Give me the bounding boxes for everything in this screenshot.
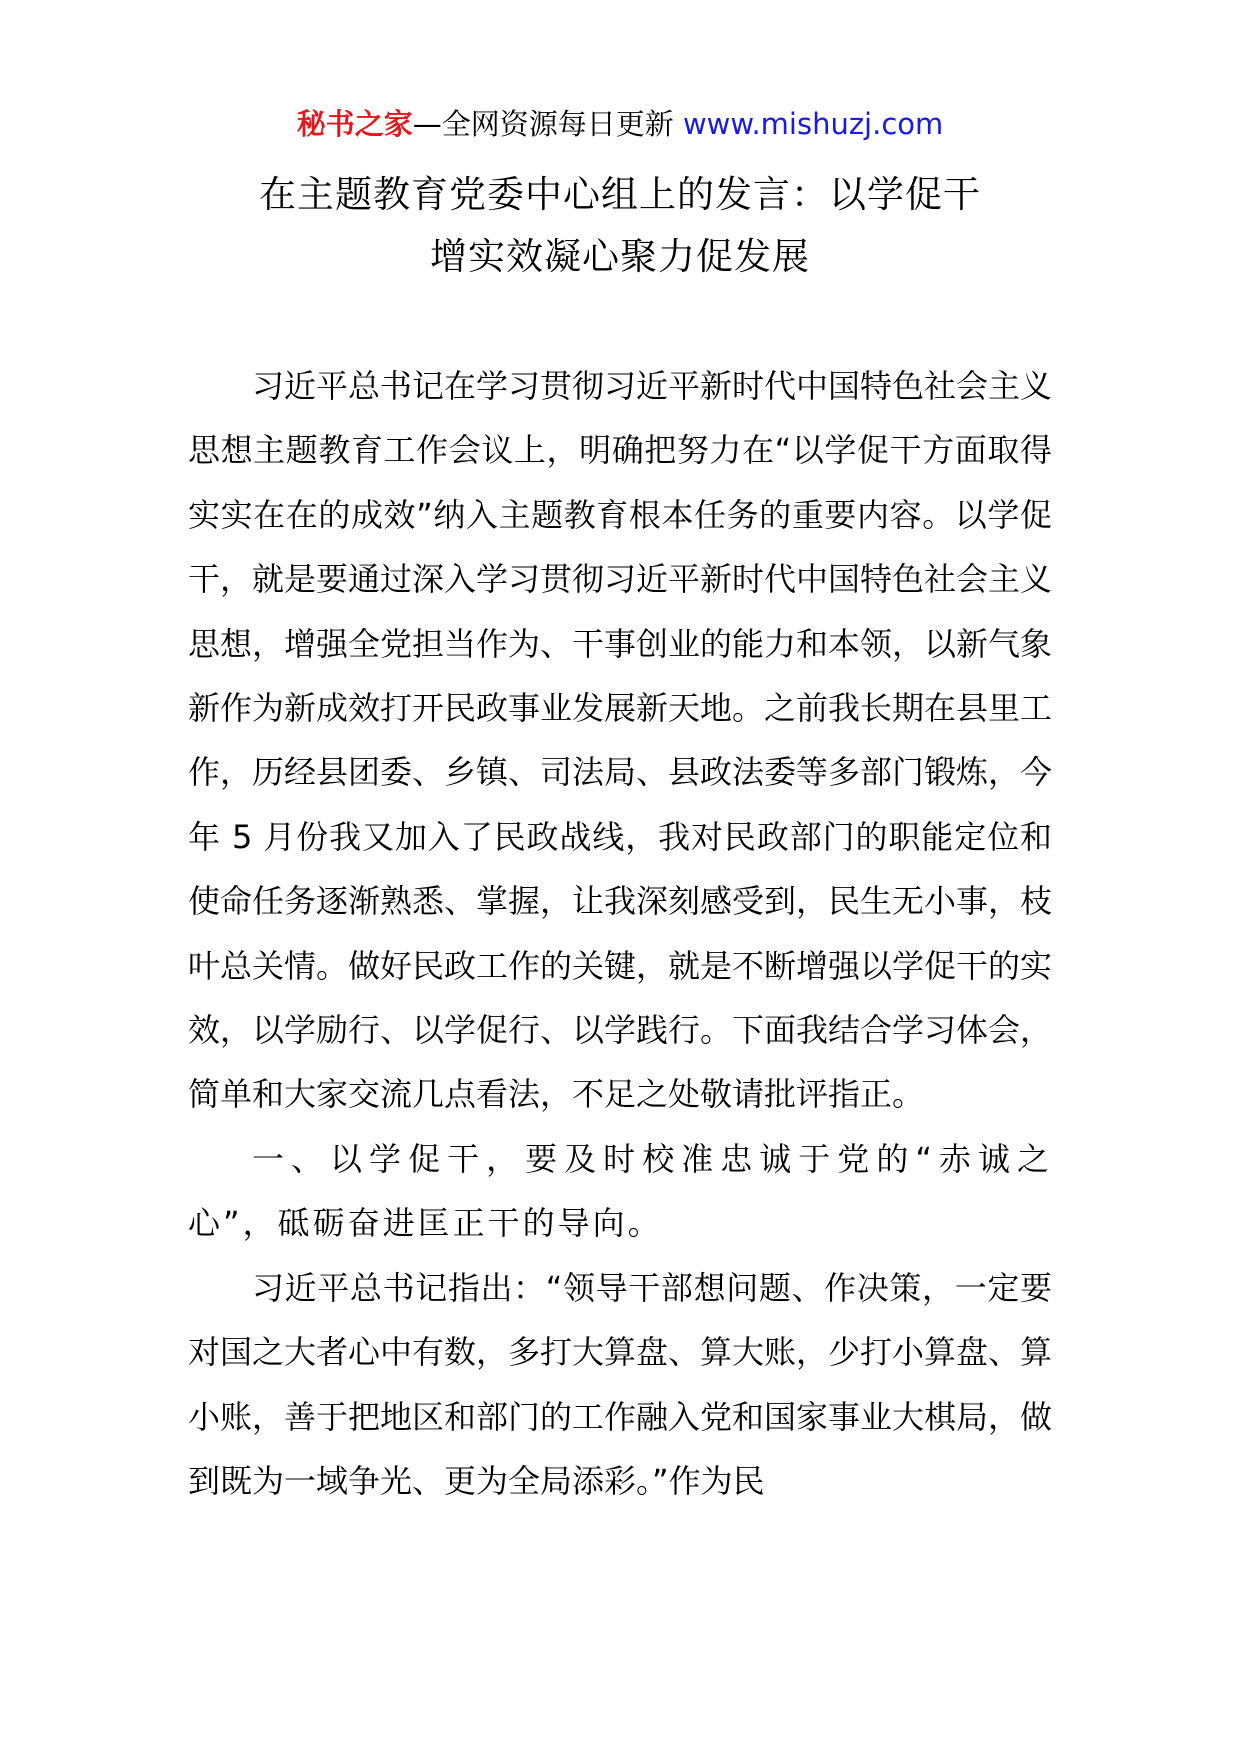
title-line-1: 在主题教育党委中心组上的发言：以学促干	[259, 173, 981, 216]
site-tagline: —全网资源每日更新	[412, 107, 683, 141]
site-url-link[interactable]: www.mishuzj.com	[682, 107, 944, 141]
paragraph-section-1: 习近平总书记指出：“领导干部想问题、作决策，一定要对国之大者心中有数，多打大算盘、算大账，少打小算盘、算小账，善于把地区和部门的工作融入党和国家事业大棋局，做到既为一域争光、更为全局添彩。”作为民	[188, 1268, 1053, 1500]
site-brand: 秘书之家	[296, 107, 413, 141]
document-title	[0, 164, 1240, 288]
document-body	[188, 354, 1052, 1513]
section-heading-1: 一、以学促干，要及时校准忠诚于党的“赤诚之心”，砥砺奋进匡正干的导向。	[188, 1139, 1052, 1243]
paragraph-intro: 习近平总书记在学习贯彻习近平新时代中国特色社会主义思想主题教育工作会议上，明确把努力在“以学促干方面取得实实在在的成效”纳入主题教育根本任务的重要内容。以学促干，就是要通过深入学习贯彻习近平新时代中国特色社会主义思想，增强全党担当作为、干事创业的能力和本领，以新气象新作为新成效打开民政事业发展新天地。之前我长期在县里工作，历经县团委、乡镇、司法局、县政法委等多部门锻炼，今年 5 月份我又加入了民政战线，我对民政部门的职能定位和使命任务逐渐熟悉、掌握，让我深刻感受到，民生无小事，枝叶总关情。做好民政工作的关键，就是不断增强以学促干的实效，以学励行、以学促行、以学践行。下面我结合学习体会，简单和大家交流几点看法，不足之处敬请批评指正。	[188, 367, 1053, 1114]
site-header	[0, 104, 1240, 144]
title-line-2: 增实效凝心聚力促发展	[430, 235, 810, 278]
